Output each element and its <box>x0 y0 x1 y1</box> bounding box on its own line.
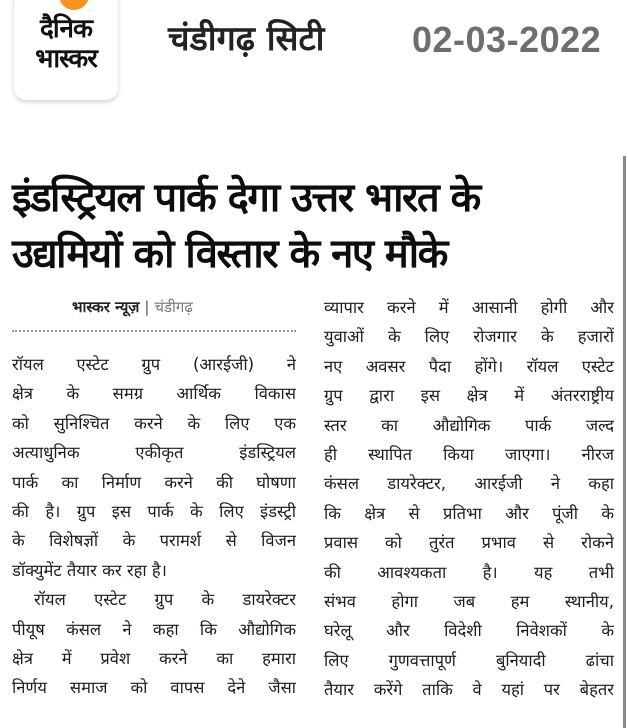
dainik-bhaskar-logo <box>14 0 118 100</box>
body-line: ग्रुप द्वारा इस क्षेत्र में अंतरराष्ट्रीय <box>324 386 614 406</box>
logo-text-line2: भास्कर <box>35 44 97 74</box>
article-column-left <box>12 350 296 703</box>
logo-text-line1: दैनिक <box>40 14 92 44</box>
body-line: क्षेत्र में प्रवेश करने का हमारा <box>12 648 296 668</box>
news-article <box>0 150 628 728</box>
body-line: डॉक्युमेंट तैयार कर रहा है। <box>12 560 167 580</box>
headline-line-2: उद्यमियों को विस्तार के नए मौके <box>12 231 447 277</box>
body-line: स्तर का औद्योगिक पार्क जल्द <box>324 415 614 435</box>
body-line: लिए गुणवत्तापूर्ण बुनियादी ढांचा <box>324 650 614 670</box>
body-line: कंसल डायरेक्टर, आरईजी ने कहा <box>324 474 614 494</box>
article-byline <box>72 296 193 318</box>
body-line: प्रवास को तुरंत प्रभाव से रोकने <box>324 533 614 553</box>
edition-title: चंडीगढ़ सिटी <box>168 19 325 59</box>
article-headline <box>12 170 612 282</box>
column-divider-rule <box>623 156 626 728</box>
body-line: पीयूष कंसल ने कहा कि औद्योगिक <box>12 619 296 639</box>
body-line: को सुनिश्चित करने के लिए एक <box>12 413 296 433</box>
article-column-right <box>324 293 614 704</box>
edition-date: 02-03-2022 <box>412 19 602 60</box>
byline-place: चंडीगढ़ <box>154 298 193 316</box>
body-line: की आवश्यकता है। यह तभी <box>324 562 614 582</box>
body-line: रॉयल एस्टेट ग्रुप (आरईजी) ने <box>12 355 296 374</box>
body-line: क्षेत्र के समग्र आर्थिक विकास <box>12 384 296 404</box>
body-line: युवाओं के लिए रोजगार के हजारों <box>324 327 614 347</box>
body-line: संभव होगा जब हम स्थानीय, <box>324 591 614 611</box>
byline-dotted-divider <box>12 330 296 332</box>
newspaper-header <box>0 0 628 120</box>
body-line: पार्क का निर्माण करने की घोषणा <box>12 472 296 492</box>
sun-icon <box>59 0 89 10</box>
body-line: नए अवसर पैदा होंगे। रॉयल एस्टेट <box>324 356 614 376</box>
byline-separator: | <box>144 298 150 316</box>
body-line: अत्याधुनिक एकीकृत इंडस्ट्रियल <box>12 443 296 463</box>
body-line: घरेलू और विदेशी निवेशकों के <box>324 621 614 641</box>
body-line: निर्णय समाज को वापस देने जैसा <box>12 678 296 698</box>
body-line: तैयार करेंगे ताकि वे यहां पर बेहतर <box>324 680 614 700</box>
body-line: व्यापार करने में आसानी होगी और <box>324 298 614 317</box>
headline-line-1: इंडस्ट्रियल पार्क देगा उत्तर भारत के <box>12 175 480 221</box>
body-line: की है। ग्रुप इस पार्क के लिए इंडस्ट्री <box>12 501 296 521</box>
body-line: कि क्षेत्र से प्रतिभा और पूंजी के <box>324 503 614 523</box>
body-line: ही स्थापित किया जाएगा। नीरज <box>324 444 614 464</box>
body-line: के विशेषज्ञों के परामर्श से विजन <box>12 531 296 551</box>
body-line: रॉयल एस्टेट ग्रुप के डायरेक्टर <box>34 590 296 610</box>
byline-agency: भास्कर न्यूज़ <box>72 298 140 316</box>
